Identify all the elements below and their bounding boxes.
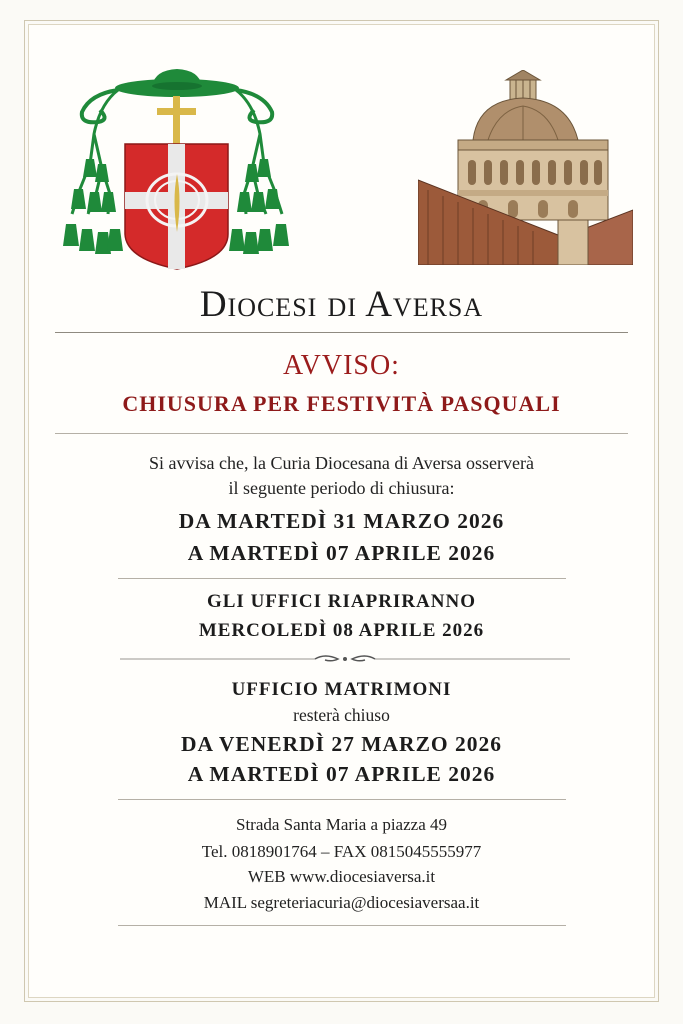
ornamental-divider (120, 652, 570, 666)
marriage-office-title: UFFICIO MATRIMONI (231, 679, 452, 700)
notice-subheading: CHIUSURA PER FESTIVITÀ PASQUALI (122, 391, 561, 416)
marriage-office-from: DA VENERDÌ 27 MARZO 2026 (180, 732, 503, 756)
contact-mail[interactable]: MAIL segreteriacuria@diocesiaversaa.it (203, 893, 480, 912)
diocese-title: Diocesi di Aversa (199, 284, 484, 325)
closure-from: DA MARTEDÌ 31 MARZO 2026 (178, 509, 505, 533)
reopening-line-2: MERCOLEDÌ 08 APRILE 2026 (198, 620, 485, 641)
intro-line-2: il seguente periodo di chiusura: (228, 478, 455, 498)
closure-to: A MARTEDÌ 07 APRILE 2026 (187, 541, 496, 565)
contact-phone: Tel. 0818901764 – FAX 0815045555977 (201, 842, 482, 861)
divider (55, 332, 628, 333)
marriage-office-status: resterà chiuso (293, 705, 390, 725)
notice-heading: AVVISO: (283, 350, 400, 381)
marriage-office-to: A MARTEDÌ 07 APRILE 2026 (187, 762, 496, 786)
intro-line-1: Si avvisa che, la Curia Diocesana di Aversa osserverà (148, 453, 535, 473)
divider (55, 433, 628, 434)
divider (118, 799, 566, 800)
divider (118, 925, 566, 926)
contact-web[interactable]: WEB www.diocesiaversa.it (247, 867, 436, 886)
contact-address: Strada Santa Maria a piazza 49 (236, 815, 447, 834)
divider (118, 578, 566, 579)
reopening-line-1: GLI UFFICI RIAPRIRANNO (206, 591, 476, 612)
episcopal-coat-of-arms-icon (60, 64, 295, 279)
cathedral-dome-icon (418, 70, 633, 265)
